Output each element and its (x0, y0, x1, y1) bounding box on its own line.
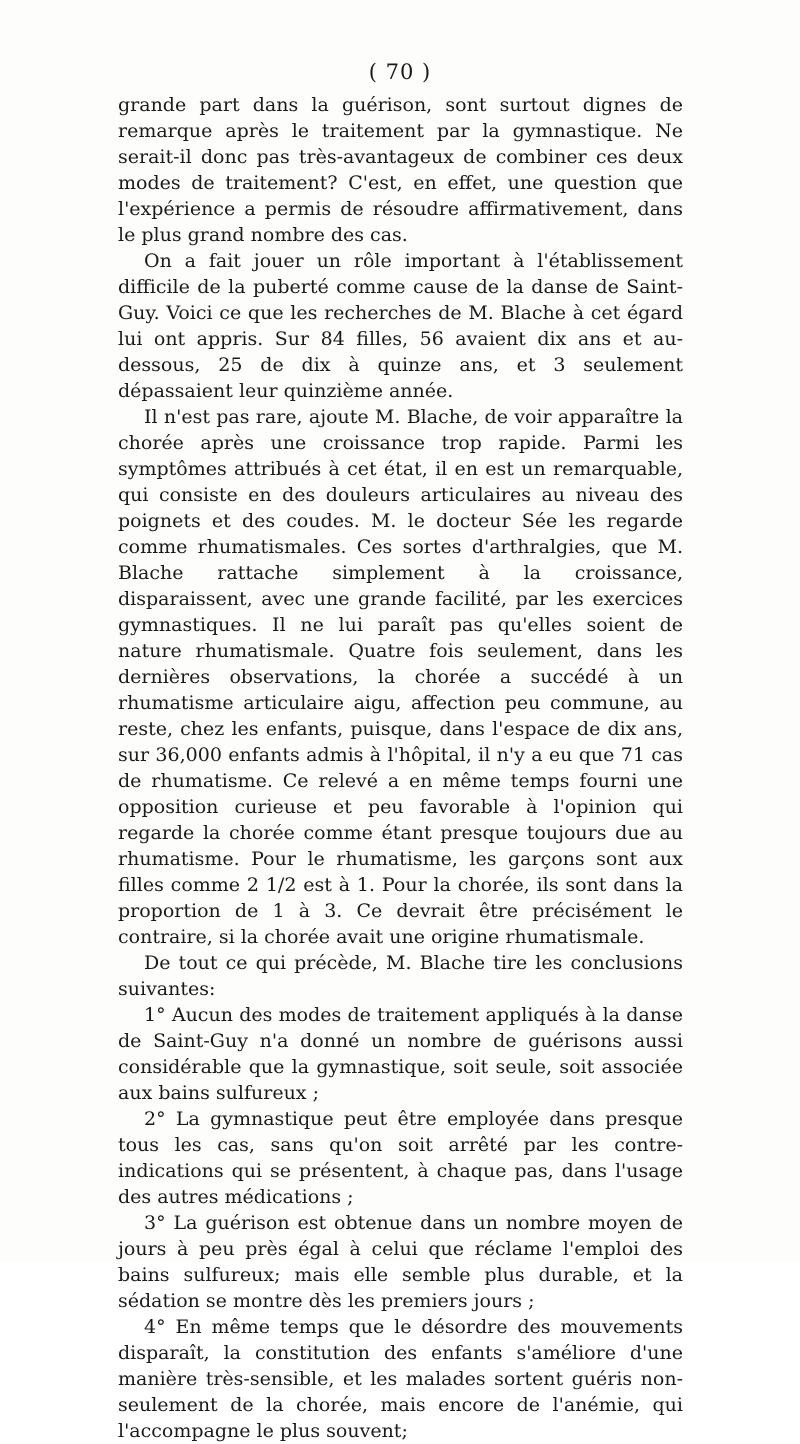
conclusion-item-3: 3° La guérison est obtenue dans un nombre moyen de jours à peu près égal à celui que réclame l'emploi des bains sulfureux; mais elle semble plus durable, et la sédation se montre dès les premiers jours ; (118, 1212, 683, 1312)
paragraph-conclusions-intro: De tout ce qui précède, M. Blache tire les conclusions suivantes: (118, 952, 683, 1000)
page-number: ( 70 ) (368, 60, 432, 84)
paragraph-puberty: On a fait jouer un rôle important à l'établissement difficile de la puberté comme cause de la danse de Saint-Guy. Voici ce que les recherches de M. Blache à cet égard lui ont appris. Sur 84 filles, 56 avaient dix ans et au-dessous, 25 de dix à quinze ans, et 3 seulement dépassaient leur quinzième année. (118, 250, 683, 402)
paragraph-rheumatism: Il n'est pas rare, ajoute M. Blache, de voir apparaître la chorée après une croissance trop rapide. Parmi les symptômes attribués à cet état, il en est un remarquable, qui consiste en des douleurs articulaires au niveau des poignets et des coudes. M. le docteur Sée les regarde comme rhumatismales. Ces sortes d'arthralgies, que M. Blache rattache simplement à la croissance, disparaissent, avec une grande facilité, par les exercices gymnastiques. Il ne lui paraît pas qu'elles soient de nature rhumatismale. Quatre fois seulement, dans les dernières observations, la chorée a succédé à un rhumatisme articulaire aigu, affection peu commune, au reste, chez les enfants, puisque, dans l'espace de dix ans, sur 36,000 enfants admis à l'hôpital, il n'y a eu que 71 cas de rhumatisme. Ce relevé a en même temps fourni une opposition curieuse et peu favorable à l'opinion qui regarde la chorée comme étant presque toujours due au rhumatisme. Pour le rhumatisme, les garçons sont aux filles comme 2 1/2 est à 1. Pour la chorée, ils sont dans la proportion de 1 à 3. Ce devrait être précisément le contraire, si la chorée avait une origine rhumatismale. (118, 406, 683, 948)
conclusion-item-4: 4° En même temps que le désordre des mouvements disparaît, la constitution des enfants s'améliore d'une manière très-sensible, et les malades sortent guéris non-seulement de la chorée, mais encore de l'anémie, qui l'accompagne le plus souvent; (118, 1316, 683, 1442)
conclusion-item-2: 2° La gymnastique peut être employée dans presque tous les cas, sans qu'on soit arrêté par les contre-indications qui se présentent, à chaque pas, dans l'usage des autres médications ; (118, 1108, 683, 1208)
conclusion-item-1: 1° Aucun des modes de traitement appliqués à la danse de Saint-Guy n'a donné un nombre de guérisons aussi considérable que la gymnastique, soit seule, soit associée aux bains sulfureux ; (118, 1004, 683, 1104)
body-text (118, 92, 683, 1444)
paragraph-continuation: grande part dans la guérison, sont surtout dignes de remarque après le traitement par la gymnastique. Ne serait-il donc pas très-avantageux de combiner ces deux modes de traitement? C'est, en effet, une question que l'expérience a permis de résoudre affirmativement, dans le plus grand nombre des cas. (118, 94, 683, 246)
